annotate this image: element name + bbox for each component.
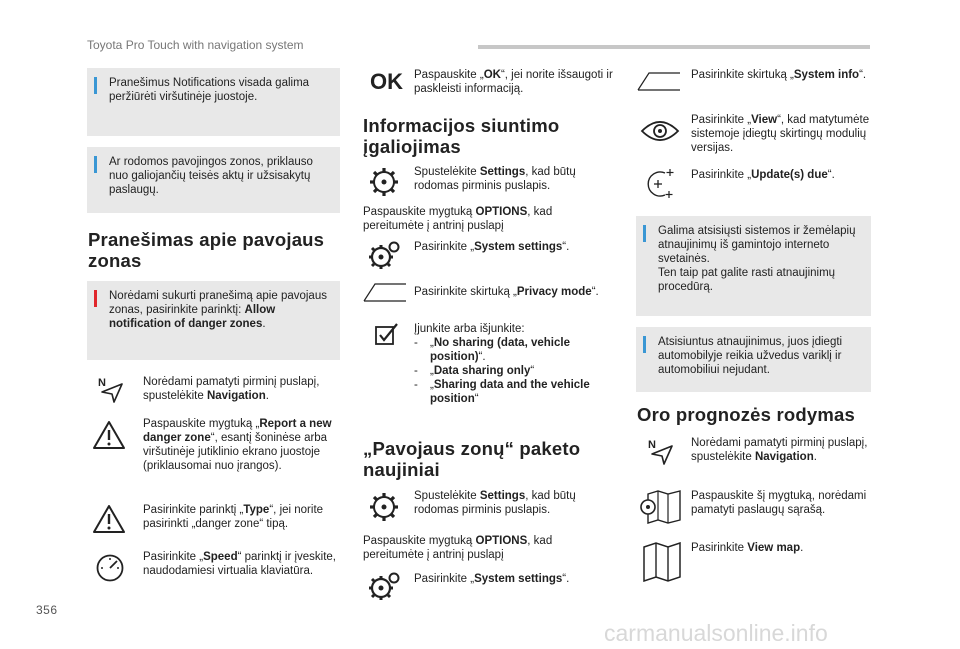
step-view: Pasirinkite „View“, kad matytumėte sistemoje įdiegtų skirtingų modulių versijas.	[691, 114, 870, 154]
warning-marker	[94, 290, 97, 307]
step-ok: Paspauskite „OK“, jei norite išsaugoti ir paskleisti informaciją.	[414, 69, 613, 95]
page-number: 356	[36, 603, 58, 617]
warning-triangle-icon	[92, 504, 126, 534]
system-settings-gears-icon	[366, 239, 402, 273]
info-marker	[643, 225, 646, 242]
info-note-updates-download: Galima atsisiųsti sistemos ir žemėlapių atnaujinimų iš gamintojo interneto svetainės. Ten taip pat galite rasti atnaujinimų procedūrą.	[636, 216, 871, 316]
list-item: - „Sharing data and the vehicle position“	[414, 378, 614, 406]
tab-icon	[637, 70, 681, 92]
svg-text:N: N	[648, 439, 656, 451]
step-report-danger-zone: Paspauskite mygtuką „Report a new danger zone“, esantį šoninėse arba viršutinėje jutiklinio ekrano juostoje (priklausomai nuo įrangos).	[143, 418, 332, 472]
section-heading-danger-zones: Pranešimas apie pavojaus zonas	[88, 229, 325, 271]
system-settings-gears-icon	[366, 570, 402, 604]
step-services-list: Paspauskite šį mygtuką, norėdami pamatyti paslaugų sąrašą.	[691, 490, 867, 516]
checkbox-icon	[374, 321, 400, 347]
step-navigation-2: Norėdami pamatyti pirminį puslapį, spustelėkite Navigation.	[691, 437, 868, 463]
step-navigation: Norėdami pamatyti pirminį puslapį, spustelėkite Navigation.	[143, 376, 320, 402]
step-system-settings-2: Pasirinkite „System settings“.	[414, 573, 570, 585]
navigation-icon	[647, 437, 677, 467]
step-type: Pasirinkite parinktį „Type“, jei norite pasirinkti „danger zone“ tipą.	[143, 504, 324, 530]
section-heading-weather: Oro prognozės rodymas	[637, 404, 856, 425]
settings-gear-icon	[367, 490, 401, 524]
step-toggle-sharing: Įjunkite arba išjunkite: - „No sharing (data, vehicle position)“. - „Data sharing only“ - „Sharing data and the vehicle position“	[414, 322, 614, 406]
svg-text:N: N	[98, 377, 106, 389]
services-list-icon	[638, 490, 682, 524]
step-system-settings: Pasirinkite „System settings“.	[414, 241, 570, 253]
step-speed: Pasirinkite „Speed“ parinktį ir įveskite, naudodamiesi virtualia klaviatūra.	[143, 551, 337, 577]
settings-gear-icon	[367, 165, 401, 199]
update-icon	[641, 167, 677, 199]
info-note-updates-install: Atsisiuntus atnaujinimus, juos įdiegti automobilyje reikia užvedus variklį ir automobiliui nejudant.	[636, 327, 871, 392]
list-item: - „No sharing (data, vehicle position)“.	[414, 336, 614, 364]
warning-triangle-icon	[92, 420, 126, 450]
ok-button-icon: OK	[370, 69, 403, 94]
info-note-danger-zones: Ar rodomos pavojingos zonos, priklauso nuo galiojančių teisės aktų ir užsisakytų paslaugų.	[87, 147, 340, 213]
info-marker	[643, 336, 646, 353]
sharing-options-list	[414, 336, 614, 406]
section-heading-package-updates: „Pavojaus zonų“ paketo naujiniai	[363, 438, 581, 480]
tab-icon	[363, 281, 407, 303]
para-options: Paspauskite mygtuką OPTIONS, kad pereitumėte į antrinį puslapį	[363, 206, 553, 232]
step-settings: Spustelėkite Settings, kad būtų rodomas pirminis puslapis.	[414, 166, 576, 192]
warning-note: Norėdami sukurti pranešimą apie pavojaus zonas, pasirinkite parinktį: Allow notification of danger zones.	[87, 281, 340, 360]
info-marker	[94, 77, 97, 94]
speedometer-icon	[95, 553, 125, 583]
eye-icon	[640, 117, 680, 145]
info-note-notifications: Pranešimus Notifications visada galima peržiūrėti viršutinėje juostoje.	[87, 68, 340, 136]
map-icon	[642, 542, 682, 582]
watermark: carmanualsonline.info	[604, 620, 828, 646]
info-marker	[94, 156, 97, 173]
para-options-2: Paspauskite mygtuką OPTIONS, kad pereitumėte į antrinį puslapį	[363, 535, 553, 561]
list-item: - „Data sharing only“	[414, 364, 614, 378]
step-system-info: Pasirinkite skirtuką „System info“.	[691, 69, 867, 81]
step-updates-due: Pasirinkite „Update(s) due“.	[691, 169, 835, 181]
step-settings-2: Spustelėkite Settings, kad būtų rodomas pirminis puslapis.	[414, 490, 576, 516]
step-privacy-mode: Pasirinkite skirtuką „Privacy mode“.	[414, 286, 599, 298]
navigation-icon	[97, 375, 127, 405]
section-heading-info-sending: Informacijos siuntimo įgaliojimas	[363, 115, 560, 157]
header-divider	[478, 45, 870, 49]
step-view-map: Pasirinkite View map.	[691, 542, 804, 554]
running-header: Toyota Pro Touch with navigation system	[87, 38, 304, 52]
